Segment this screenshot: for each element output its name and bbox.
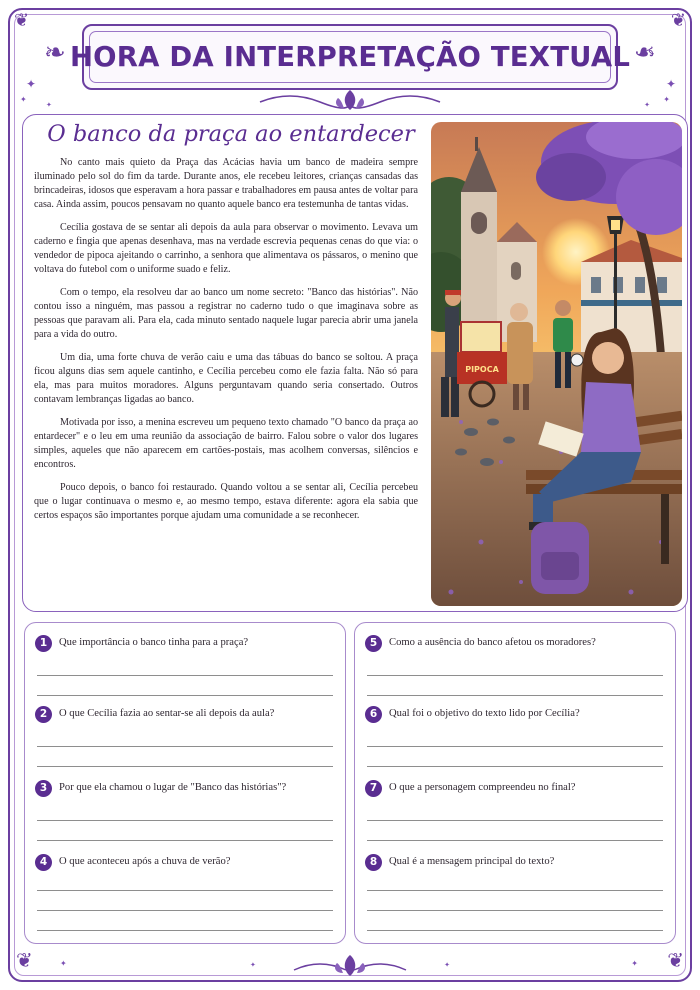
question-text: O que Cecília fazia ao sentar-se ali depois da aula? [59,708,275,719]
story-text [34,156,418,532]
sparkle-icon: ✦ [665,77,676,91]
sparkle-icon: ✦ [631,959,638,968]
question-number: 5 [365,635,382,652]
question-text: O que a personagem compreendeu no final? [389,782,576,793]
sparkle-icon: ✦ [644,101,650,109]
question-number: 7 [365,780,382,797]
corner-flourish-icon: ❦ [667,948,684,972]
question-number: 3 [35,780,52,797]
answer-line[interactable] [37,695,333,696]
flourish-divider-icon [250,88,450,112]
answer-line[interactable] [367,930,663,931]
park-sunset-scene-icon [431,122,682,606]
answer-line[interactable] [367,746,663,747]
story-paragraph: Com o tempo, ela resolveu dar ao banco um nome secreto: "Banco das histórias". Não contou isso a ninguém, mas passou a registrar no caderno tudo o que imaginava sobre as pessoas que paravam ali. Para ela, cada minuto sentado naquele lugar parecia abrir uma janela para a vida do outro. [34,287,418,340]
left-leaf-ornament-icon: ❧ [44,38,66,68]
answer-line[interactable] [367,695,663,696]
page-title: HORA DA INTERPRETAÇÃO TEXTUAL [69,41,631,73]
story-paragraph: Um dia, uma forte chuva de verão caiu e uma das tábuas do banco se soltou. A praça ficou alguns dias sem aquele cantinho, e Cecília percebeu como ele fazia falta. Não só para ela, mas para muitos moradores. Alguns perguntavam quando seria consertado. Outros contavam lembranças ligadas ao banco. [34,352,418,405]
question-number: 1 [35,635,52,652]
answer-line[interactable] [367,890,663,891]
corner-flourish-icon: ❦ [16,948,33,972]
questions-right-box [354,622,676,944]
question-number: 2 [35,706,52,723]
story-paragraph: Motivada por isso, a menina escreveu um pequeno texto chamado "O banco da praça ao entardecer" e o leu em uma reunião da associação de bairro. Falou sobre o valor dos lugares simples, aqueles que não aparecem em cartões-postais, mas acolhem conversas, silêncios e encontros. [34,417,418,470]
story-paragraph: No canto mais quieto da Praça das Acácias havia um banco de madeira sempre iluminado pelo sol do fim da tarde. Durante anos, ele recebeu leitores, crianças cansadas das brincadeiras, idosos que esperavam a hora passar e trabalhadores em pausa antes de voltar para casa. Ainda assim, poucos pensavam no quanto aquele banco era testemunha de tantas vidas. [34,157,418,210]
sparkle-icon: ✦ [20,95,27,104]
answer-line[interactable] [37,910,333,911]
answer-line[interactable] [37,746,333,747]
answer-line[interactable] [37,675,333,676]
question-text: Qual foi o objetivo do texto lido por Cecília? [389,708,580,719]
question-text: Como a ausência do banco afetou os moradores? [389,637,596,648]
story-paragraph: Cecília gostava de se sentar ali depois da aula para observar o movimento. Levava um caderno e fingia que apenas desenhava, mas na verdade escrevia pequenas cenas do que via: o vendedor de pipoca ajeitando o carrinho, a senhora que alimentava os pássaros, o menino que voltava do futebol com o uniforme suado e feliz. [34,222,418,275]
right-leaf-ornament-icon: ❧ [634,38,656,68]
question-number: 8 [365,854,382,871]
question-number: 4 [35,854,52,871]
sparkle-icon: ✦ [60,959,67,968]
question-number: 6 [365,706,382,723]
answer-line[interactable] [37,930,333,931]
answer-line[interactable] [37,820,333,821]
answer-line[interactable] [367,840,663,841]
story-illustration [431,122,682,606]
question-text: Por que ela chamou o lugar de "Banco das histórias"? [59,782,287,793]
answer-line[interactable] [37,890,333,891]
question-text: Qual é a mensagem principal do texto? [389,856,555,867]
sparkle-icon: ✦ [663,95,670,104]
answer-line[interactable] [367,820,663,821]
story-title: O banco da praça ao entardecer [47,121,415,147]
question-text: Que importância o banco tinha para a praça? [59,637,249,648]
sparkle-icon: ✦ [26,77,37,91]
answer-line[interactable] [37,766,333,767]
question-text: O que aconteceu após a chuva de verão? [59,856,231,867]
title-banner [69,24,631,90]
sparkle-icon: ✦ [250,961,256,969]
corner-flourish-icon: ❦ [14,10,30,31]
answer-line[interactable] [37,840,333,841]
questions-left-box [24,622,346,944]
corner-flourish-icon: ❦ [670,10,686,31]
answer-line[interactable] [367,766,663,767]
cart-sign: PIPOCA [465,365,499,374]
story-paragraph: Pouco depois, o banco foi restaurado. Quando voltou a se sentar ali, Cecília percebeu que o lugar continuava o mesmo e, ao mesmo tempo, estava diferente: agora ela sabia que certos espaços são importantes porque ajudam uma comunidade a se reconhecer. [34,482,418,521]
answer-line[interactable] [367,910,663,911]
answer-line[interactable] [367,675,663,676]
bottom-flourish-icon [290,952,410,978]
sparkle-icon: ✦ [444,961,450,969]
sparkle-icon: ✦ [46,101,52,109]
